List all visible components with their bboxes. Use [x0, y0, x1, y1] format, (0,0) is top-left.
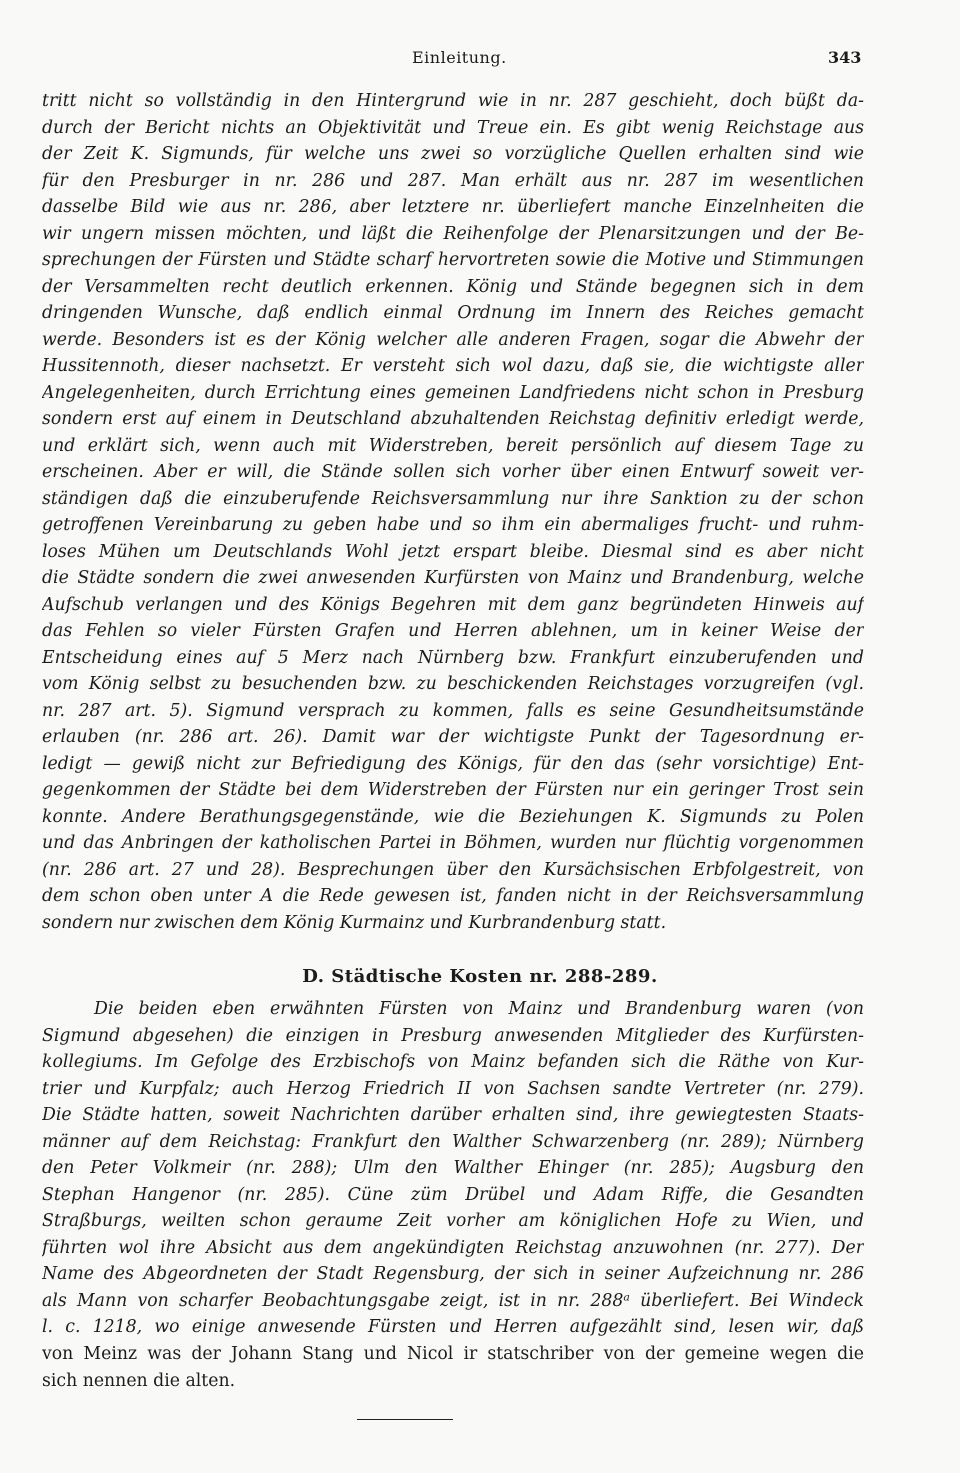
text-line: Hussitennoth, dieser nachsetzt. Er versteht sich wol dazu, daß sie, die wichtigste aller — [42, 356, 864, 376]
footnote-rule — [357, 1419, 453, 1420]
text-line: sondern erst auf einem in Deutschland abzuhaltenden Reichstag definitiv erledigt werde, — [42, 409, 864, 429]
text-line: konnte. Andere Berathungsgegenstände, wie die Beziehungen K. Sigmunds zu Polen — [42, 806, 864, 827]
text-line: durch der Bericht nichts an Objektivität und Treue ein. Es gibt wenig Reichstage aus — [42, 117, 864, 138]
text-line: Stephan Hangenor (nr. 285). Cüne züm Drübel und Adam Riffe, die Gesandten — [42, 1184, 864, 1205]
text-line: und das Anbringen der katholischen Partei in Böhmen, wurden nur flüchtig vorgenommen — [42, 833, 864, 853]
text-line: für den Presburger in nr. 286 und 287. Man erhält aus nr. 287 im wesentlichen — [42, 170, 864, 191]
text-line: werde. Besonders ist es der König welcher alle anderen Fragen, sogar die Abwehr der — [42, 329, 864, 350]
text-line: ledigt — gewiß nicht zur Befriedigung des Königs, für den das (sehr vorsichtige) Ent- — [42, 753, 864, 774]
quotation-line: sich nennen die alten. — [42, 1370, 236, 1391]
text-line: sprechungen der Fürsten und Städte scharf hervortreten sowie die Motive und Stimmungen — [42, 250, 864, 270]
text-line: Die beiden eben erwähnten Fürsten von Mainz und Brandenburg waren (von — [94, 999, 864, 1019]
text-line: sondern nur zwischen dem König Kurmainz und Kurbrandenburg statt. — [42, 912, 667, 933]
text-line: kollegiums. Im Gefolge des Erzbischofs von Mainz befanden sich die Räthe von Kur- — [42, 1052, 864, 1072]
text-line: Die Städte hatten, soweit Nachrichten darüber erhalten sind, ihre gewiegtesten Staats- — [42, 1105, 864, 1125]
paragraph-city-costs — [42, 996, 864, 1341]
text-line: führten wol ihre Absicht aus dem angekündigten Reichstag anzuwohnen (nr. 277). Der — [42, 1237, 864, 1258]
text-line: erlauben (nr. 286 art. 26). Damit war der wichtigste Punkt der Tagesordnung er- — [42, 727, 864, 747]
text-line: vom König selbst zu besuchenden bzw. zu beschickenden Reichstages vorzugreifen (vgl. — [42, 674, 864, 694]
text-line: dringenden Wunsche, daß endlich einmal Ordnung im Innern des Reiches gemacht — [42, 303, 864, 323]
text-line: Aufschub verlangen und des Königs Begehren mit dem ganz begründeten Hinweis auf — [42, 594, 864, 615]
text-line: dasselbe Bild wie aus nr. 286, aber letztere nr. überliefert manche Einzelnheiten die — [42, 197, 864, 217]
page-number: 343 — [828, 48, 862, 67]
text-line: loses Mühen um Deutschlands Wohl jetzt erspart bleibe. Diesmal sind es aber nicht — [42, 541, 864, 562]
text-line: l. c. 1218, wo einige anwesende Fürsten und Herren aufgezählt sind, lesen wir, daß — [42, 1317, 864, 1337]
quotation-line: von Meinz was der Johann Stang und Nicol ir statschriber von der gemeine wegen die — [42, 1344, 864, 1364]
page-header — [0, 48, 960, 72]
text-line: erscheinen. Aber er will, die Stände sollen sich vorher über einen Entwurf soweit ver- — [42, 462, 864, 482]
text-line: Entscheidung eines auf 5 Merz nach Nürnberg bzw. Frankfurt einzuberufenden und — [42, 647, 864, 668]
text-line: Angelegenheiten, durch Errichtung eines gemeinen Landfriedens nicht schon in Presburg — [42, 382, 864, 403]
text-line: ständigen daß die einzuberufende Reichsversammlung nur ihre Sanktion zu der schon — [42, 488, 864, 509]
text-line: die Städte sondern die zwei anwesenden Kurfürsten von Mainz und Brandenburg, welche — [42, 568, 864, 588]
text-line: und erklärt sich, wenn auch mit Widerstreben, bereit persönlich auf diesem Tage zu — [42, 435, 864, 456]
text-line: als Mann von scharfer Beobachtungsgabe zeigt, ist in nr. 288ᵃ überliefert. Bei Windeck — [42, 1290, 864, 1311]
text-line: (nr. 286 art. 27 und 28). Besprechungen über den Kursächsischen Erbfolgestreit, von — [42, 859, 864, 880]
text-line: tritt nicht so vollständig in den Hintergrund wie in nr. 287 geschieht, doch büßt da- — [42, 91, 864, 111]
text-line: das Fehlen so vieler Fürsten Grafen und Herren ablehnen, um in keiner Weise der — [42, 621, 864, 641]
text-line: männer auf dem Reichstag: Frankfurt den Walther Schwarzenberg (nr. 289); Nürnberg — [42, 1131, 864, 1152]
text-line: der Versammelten recht deutlich erkennen. König und Stände begegnen sich in dem — [42, 276, 864, 297]
section-heading: D. Städtische Kosten nr. 288-289. — [302, 966, 658, 987]
running-title: Einleitung. — [412, 48, 507, 67]
text-line: Straßburgs, weilten schon geraume Zeit vorher am königlichen Hofe zu Wien, und — [42, 1211, 864, 1231]
text-line: Name des Abgeordneten der Stadt Regensburg, der sich in seiner Aufzeichnung nr. 286 — [42, 1264, 864, 1284]
text-line: wir ungern missen möchten, und läßt die Reihenfolge der Plenarsitzungen und der Be- — [42, 223, 864, 244]
text-line: den Peter Volkmeir (nr. 288); Ulm den Walther Ehinger (nr. 285); Augsburg den — [42, 1158, 864, 1178]
paragraph-introduction — [42, 88, 864, 936]
quotation-block — [42, 1341, 864, 1394]
text-line: getroffenen Vereinbarung zu geben habe und so ihm ein abermaliges frucht- und ruhm- — [42, 515, 864, 535]
text-line: trier und Kurpfalz; auch Herzog Friedrich II von Sachsen sandte Vertreter (nr. 279). — [42, 1078, 864, 1099]
text-line: gegenkommen der Städte bei dem Widerstreben der Fürsten nur ein geringer Trost sein — [42, 780, 864, 800]
text-line: Sigmund abgesehen) die einzigen in Presburg anwesenden Mitglieder des Kurfürsten- — [42, 1025, 864, 1046]
text-line: nr. 287 art. 5). Sigmund versprach zu kommen, falls es seine Gesundheitsumstände — [42, 700, 864, 721]
text-line: der Zeit K. Sigmunds, für welche uns zwei so vorzügliche Quellen erhalten sind wie — [42, 144, 864, 164]
text-line: dem schon oben unter A die Rede gewesen ist, fanden nicht in der Reichsversammlung — [42, 886, 864, 906]
